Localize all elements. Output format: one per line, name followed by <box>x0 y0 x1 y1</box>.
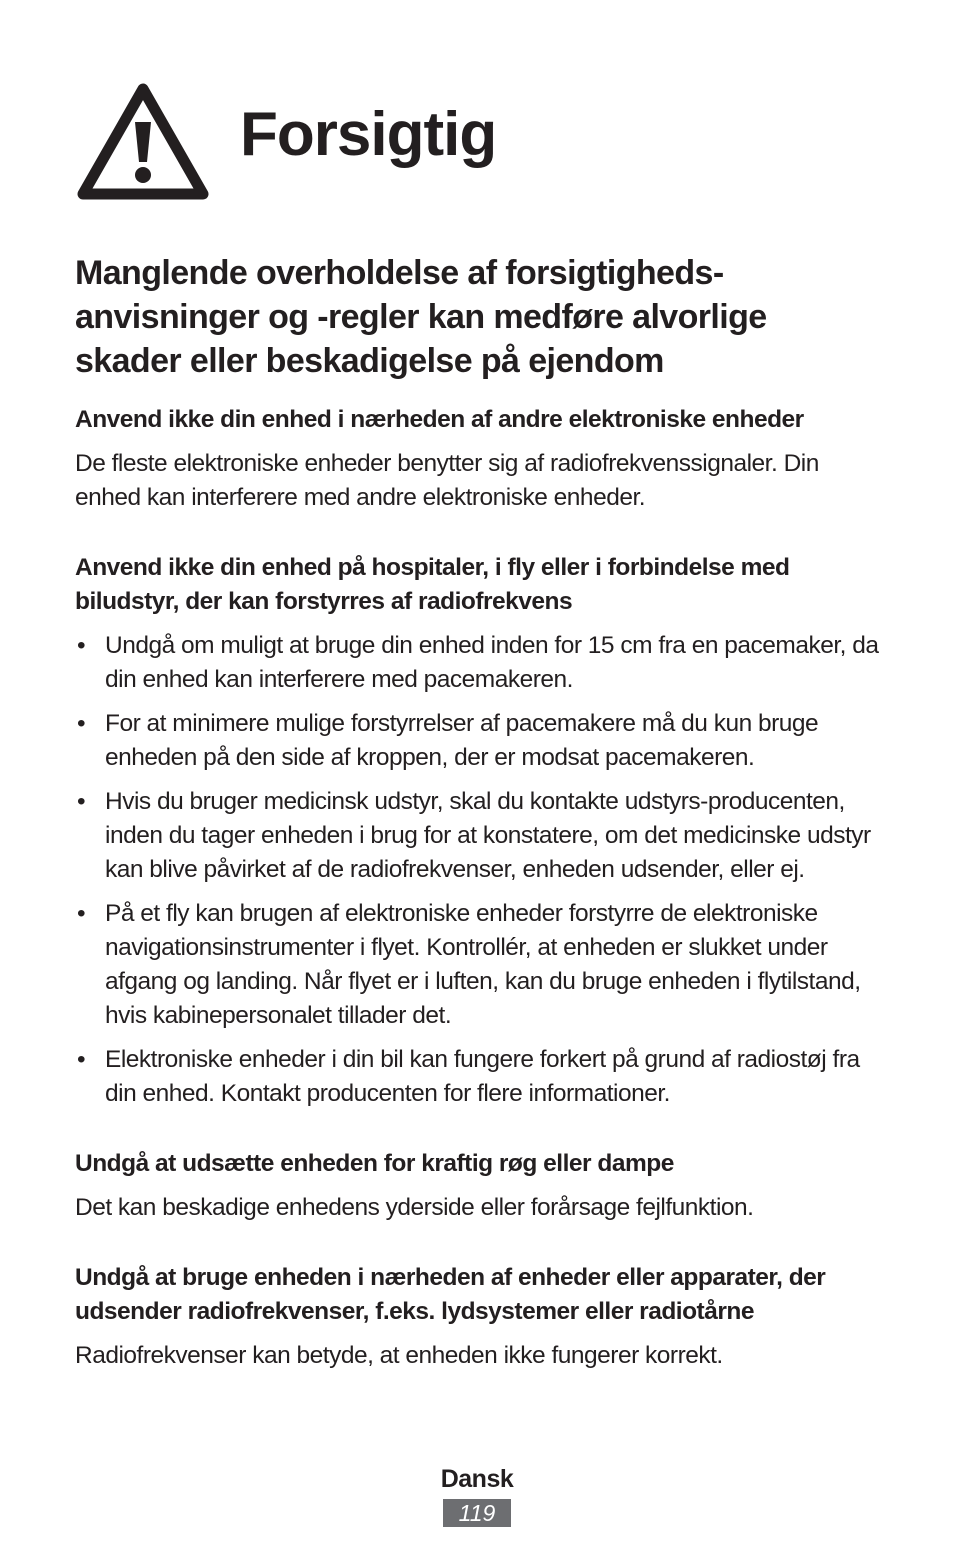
bullet-icon: • <box>77 900 86 927</box>
page-subtitle: Manglende overholdelse af forsigtigheds-anvisninger og -regler kan medføre alvorlige skader eller beskadigelse på ejendom <box>75 254 767 380</box>
page-header <box>75 80 885 204</box>
list-item <box>75 629 885 697</box>
bullet-list <box>75 629 885 1111</box>
list-item-text: Elektroniske enheder i din bil kan fungere forkert på grund af radiostøj fra din enhed. Kontakt producenten for flere informationer. <box>105 1046 860 1107</box>
list-item <box>75 897 885 1033</box>
bullet-icon: • <box>77 632 86 659</box>
list-item-text: Hvis du bruger medicinsk udstyr, skal du kontakte udstyrs-producenten, inden du tager enheden i brug for at konstatere, om det medicinske udstyr kan blive påvirket af de radiofrekvenser, enheden udsender, eller ej. <box>105 788 871 883</box>
bullet-icon: • <box>77 710 86 737</box>
list-item <box>75 707 885 775</box>
page-number-badge: 119 <box>443 1499 511 1527</box>
section-electronic-devices <box>75 403 885 515</box>
list-item-text: På et fly kan brugen af elektroniske enheder forstyrre de elektroniske navigationsinstrumenter i flyet. Kontrollér, at enheden er slukket under afgang og landing. Når flyet er i luften, kan du bruge enheden i flytilstand, hvis kabinepersonalet tillader det. <box>105 900 861 1029</box>
section-radio-frequencies <box>75 1261 885 1373</box>
section-body: De fleste elektroniske enheder benytter sig af radiofrekvenssignaler. Din enhed kan interferere med andre elektroniske enheder. <box>75 450 819 511</box>
section-smoke-fumes <box>75 1147 885 1225</box>
list-item <box>75 785 885 887</box>
bullet-icon: • <box>77 1046 86 1073</box>
list-item-text: For at minimere mulige forstyrrelser af pacemakere må du kun bruge enheden på den side af kroppen, der er modsat pacemakeren. <box>105 710 819 771</box>
content <box>75 403 885 1409</box>
section-hospitals-aircraft <box>75 551 885 1111</box>
section-body: Det kan beskadige enhedens yderside eller forårsage fejlfunktion. <box>75 1194 754 1221</box>
section-heading: Undgå at udsætte enheden for kraftig røg eller dampe <box>75 1150 674 1177</box>
list-item <box>75 1043 885 1111</box>
section-heading: Anvend ikke din enhed i nærheden af andre elektroniske enheder <box>75 406 804 433</box>
section-heading: Anvend ikke din enhed på hospitaler, i fly eller i forbindelse med biludstyr, der kan forstyrres af radiofrekvens <box>75 554 790 615</box>
warning-triangle-icon <box>75 80 211 202</box>
list-item-text: Undgå om muligt at bruge din enhed inden for 15 cm fra en pacemaker, da din enhed kan interferere med pacemakeren. <box>105 632 879 693</box>
page-footer <box>0 1463 954 1527</box>
bullet-icon: • <box>77 788 86 815</box>
section-heading: Undgå at bruge enheden i nærheden af enheder eller apparater, der udsender radiofrekvenser, f.eks. lydsystemer eller radiotårne <box>75 1264 826 1325</box>
section-body: Radiofrekvenser kan betyde, at enheden ikke fungerer korrekt. <box>75 1342 723 1369</box>
page-title: Forsigtig <box>240 100 497 169</box>
footer-language: Dansk <box>440 1465 514 1493</box>
